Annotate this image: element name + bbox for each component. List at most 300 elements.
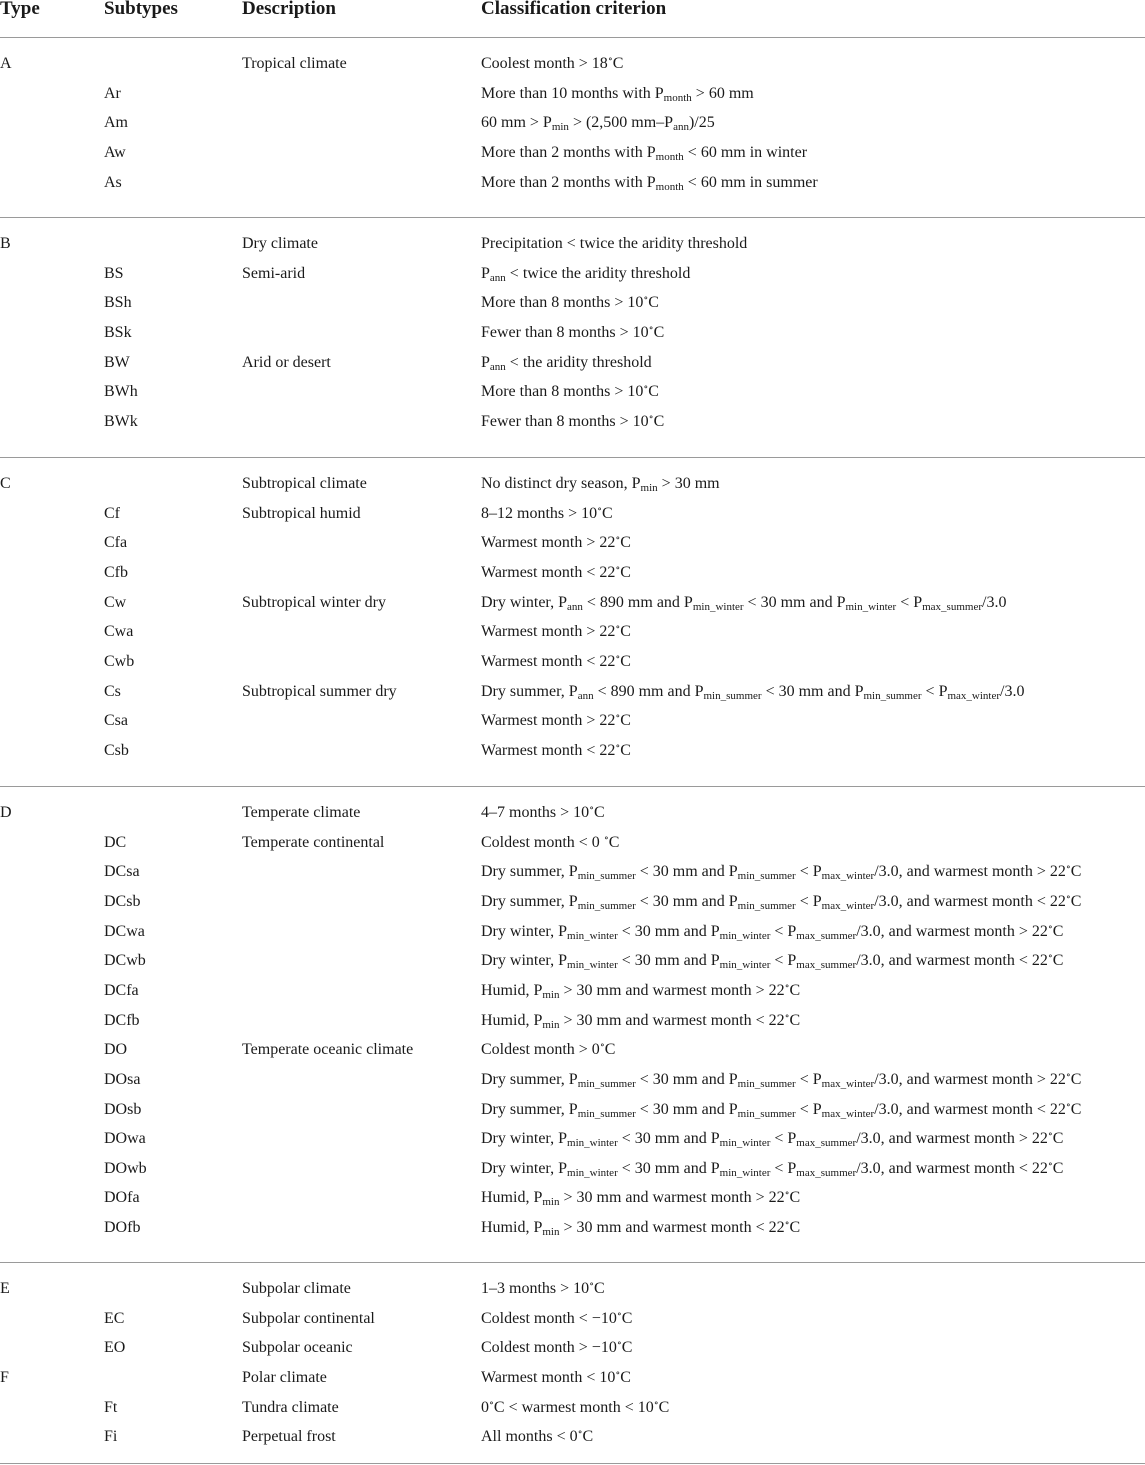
degree-symbol: ∘ bbox=[643, 293, 649, 305]
criterion-text: /3.0 bbox=[1000, 682, 1025, 700]
criterion-text: /3.0, and warmest month > 22 bbox=[856, 922, 1048, 940]
criterion-text: C bbox=[620, 712, 631, 730]
criterion-text: C < warmest month < 10 bbox=[493, 1398, 654, 1416]
criterion-text: Humid, P bbox=[481, 1219, 543, 1237]
subscript: max_winter bbox=[821, 1107, 875, 1120]
criterion-text: 4–7 months > 10 bbox=[481, 804, 590, 821]
cell-criterion bbox=[481, 84, 754, 104]
criterion-text: C bbox=[620, 741, 631, 759]
cell-criterion bbox=[481, 622, 631, 642]
cell-description: Subpolar oceanic bbox=[242, 1339, 353, 1357]
subscript: min_summer bbox=[577, 899, 636, 912]
criterion-text: < P bbox=[770, 1159, 797, 1177]
criterion-text: Dry summer, P bbox=[481, 892, 578, 910]
criterion-text: More than 8 months > 10 bbox=[481, 383, 644, 401]
table-row bbox=[0, 1188, 1145, 1218]
subscript: min_summer bbox=[737, 1107, 796, 1120]
criterion-text: < P bbox=[896, 593, 923, 611]
table-row bbox=[0, 412, 1145, 442]
table-row bbox=[0, 922, 1145, 952]
degree-symbol: ∘ bbox=[589, 803, 595, 814]
table-row bbox=[0, 474, 1145, 504]
subscript: max_summer bbox=[796, 1137, 857, 1150]
criterion-text: Warmest month > 22 bbox=[481, 623, 616, 641]
cell-description: Tropical climate bbox=[242, 55, 347, 72]
criterion-text: Fewer than 8 months > 10 bbox=[481, 323, 649, 341]
criterion-text: More than 2 months with P bbox=[481, 173, 656, 191]
bottom-rule bbox=[0, 1463, 1145, 1464]
cell-description: Subtropical climate bbox=[242, 475, 367, 492]
table-row bbox=[0, 113, 1145, 143]
degree-symbol: ∘ bbox=[1047, 1158, 1053, 1170]
group-rule bbox=[0, 1262, 1145, 1263]
cell-subtype: DCfa bbox=[104, 981, 139, 999]
table-row bbox=[0, 353, 1145, 383]
criterion-text: Warmest month < 22 bbox=[481, 741, 616, 759]
criterion-text: < 30 mm and P bbox=[617, 922, 720, 940]
table-row bbox=[0, 803, 1145, 833]
table-row bbox=[0, 1040, 1145, 1070]
criterion-text: /3.0, and warmest month < 22 bbox=[856, 1159, 1048, 1177]
degree-symbol: ∘ bbox=[615, 1367, 621, 1379]
cell-criterion bbox=[481, 173, 818, 193]
cell-type: A bbox=[0, 55, 12, 72]
criterion-text: < 30 mm and P bbox=[635, 892, 738, 910]
header-rule bbox=[0, 37, 1145, 38]
cell-criterion bbox=[481, 1040, 615, 1060]
table-header bbox=[0, 0, 1145, 36]
criterion-text: Dry winter, P bbox=[481, 1130, 568, 1148]
criterion-text: Coldest month > 0 bbox=[481, 1041, 600, 1059]
criterion-text: More than 2 months with P bbox=[481, 143, 656, 161]
subscript: ann bbox=[489, 271, 506, 284]
subscript: month bbox=[655, 150, 684, 163]
criterion-text: C bbox=[594, 804, 605, 821]
table-row bbox=[0, 1070, 1145, 1100]
cell-subtype: Csb bbox=[104, 741, 129, 759]
cell-criterion bbox=[481, 293, 659, 313]
subscript: min_winter bbox=[719, 929, 771, 942]
subscript: min_summer bbox=[737, 899, 796, 912]
subscript: max_summer bbox=[796, 929, 857, 942]
cell-criterion bbox=[481, 1279, 605, 1299]
cell-subtype: BSh bbox=[104, 294, 132, 312]
degree-symbol: ∘ bbox=[784, 1218, 790, 1230]
table-row bbox=[0, 862, 1145, 892]
cell-subtype: BS bbox=[104, 264, 124, 282]
criterion-text: 60 mm > P bbox=[481, 114, 552, 132]
criterion-text: More than 10 months with P bbox=[481, 84, 664, 102]
criterion-text: < 30 mm and P bbox=[743, 593, 846, 611]
criterion-text: C bbox=[620, 652, 631, 670]
criterion-text: Coldest month < −10 bbox=[481, 1309, 617, 1327]
criterion-text: < twice the aridity threshold bbox=[505, 264, 691, 282]
subscript: min bbox=[640, 482, 658, 494]
criterion-text: > 30 mm bbox=[657, 475, 720, 492]
cell-criterion bbox=[481, 1427, 593, 1447]
subscript: max_winter bbox=[821, 1077, 875, 1090]
cell-type: C bbox=[0, 475, 11, 492]
degree-symbol: ∘ bbox=[784, 1188, 790, 1200]
degree-symbol: ∘ bbox=[653, 1397, 659, 1409]
criterion-text: C bbox=[789, 1189, 801, 1207]
subscript: min_winter bbox=[567, 1137, 618, 1150]
criterion-text: 1–3 months > 10 bbox=[481, 1280, 590, 1297]
table-row bbox=[0, 1011, 1145, 1041]
criterion-text: C bbox=[621, 1309, 633, 1327]
table-row bbox=[0, 1218, 1145, 1248]
criterion-text: C bbox=[658, 1398, 670, 1416]
cell-description: Arid or desert bbox=[242, 353, 331, 371]
cell-subtype: As bbox=[104, 173, 122, 191]
cell-description: Subtropical summer dry bbox=[242, 682, 397, 700]
header-criterion: Classification criterion bbox=[481, 0, 667, 19]
subscript: ann bbox=[577, 689, 594, 702]
cell-criterion bbox=[481, 652, 631, 672]
cell-criterion bbox=[481, 951, 1063, 971]
cell-subtype: EO bbox=[104, 1339, 126, 1357]
cell-subtype: DOfb bbox=[104, 1219, 141, 1237]
criterion-text: /3.0, and warmest month > 22 bbox=[856, 1130, 1048, 1148]
criterion-text: Dry winter, P bbox=[481, 922, 568, 940]
subscript: min_winter bbox=[719, 959, 771, 972]
table-row bbox=[0, 593, 1145, 623]
table-row bbox=[0, 1100, 1145, 1130]
cell-criterion bbox=[481, 922, 1063, 942]
criterion-text: Humid, P bbox=[481, 1189, 543, 1207]
subscript: min_summer bbox=[703, 689, 762, 702]
criterion-text: > 60 mm bbox=[691, 84, 754, 102]
cell-subtype: DO bbox=[104, 1041, 128, 1059]
degree-symbol: ∘ bbox=[1065, 1099, 1071, 1111]
criterion-text: Dry winter, P bbox=[481, 1159, 568, 1177]
criterion-text: < the aridity threshold bbox=[505, 353, 652, 371]
cell-subtype: Aw bbox=[104, 143, 126, 161]
criterion-text: /3.0, and warmest month < 22 bbox=[874, 1100, 1066, 1118]
subscript: min_summer bbox=[577, 1077, 636, 1090]
table-row bbox=[0, 84, 1145, 114]
subscript: min_winter bbox=[567, 1166, 618, 1179]
criterion-text: C bbox=[621, 1339, 633, 1357]
table-row bbox=[0, 504, 1145, 534]
cell-description: Subtropical humid bbox=[242, 504, 361, 522]
cell-criterion bbox=[481, 353, 652, 373]
cell-subtype: Cf bbox=[104, 504, 120, 522]
degree-symbol: ∘ bbox=[615, 651, 621, 663]
cell-criterion bbox=[481, 533, 631, 553]
cell-type: D bbox=[0, 804, 12, 821]
cell-criterion bbox=[481, 143, 807, 163]
cell-subtype: Cwa bbox=[104, 623, 134, 641]
cell-subtype: BW bbox=[104, 353, 130, 371]
criterion-text: C bbox=[1052, 922, 1064, 940]
cell-subtype: DC bbox=[104, 833, 127, 851]
subscript: min_winter bbox=[845, 600, 897, 613]
cell-criterion bbox=[481, 593, 1006, 613]
criterion-text: < P bbox=[770, 1130, 797, 1148]
criterion-text: /3.0, and warmest month > 22 bbox=[874, 863, 1066, 881]
subscript: ann bbox=[489, 360, 506, 373]
criterion-text: C bbox=[620, 534, 631, 552]
criterion-text: < 30 mm and P bbox=[761, 682, 864, 700]
criterion-text: C bbox=[789, 1219, 801, 1237]
cell-description: Perpetual frost bbox=[242, 1428, 336, 1446]
cell-criterion bbox=[481, 803, 605, 823]
subscript: min_summer bbox=[737, 870, 796, 883]
criterion-text: < P bbox=[770, 922, 797, 940]
cell-subtype: Am bbox=[104, 114, 128, 132]
criterion-text: P bbox=[481, 264, 490, 282]
table-row bbox=[0, 1279, 1145, 1309]
subscript: month bbox=[663, 91, 692, 104]
cell-description: Dry climate bbox=[242, 235, 318, 252]
cell-subtype: DOwb bbox=[104, 1159, 147, 1177]
degree-symbol: ∘ bbox=[616, 1338, 622, 1350]
criterion-text: < P bbox=[921, 682, 948, 700]
cell-criterion bbox=[481, 682, 1024, 702]
criterion-text: Coldest month > −10 bbox=[481, 1339, 617, 1357]
criterion-text: < P bbox=[770, 952, 797, 970]
criterion-text: C bbox=[582, 1428, 594, 1446]
cell-description: Subtropical winter dry bbox=[242, 593, 386, 611]
cell-description: Tundra climate bbox=[242, 1398, 339, 1416]
subscript: max_summer bbox=[796, 959, 857, 972]
criterion-text: Fewer than 8 months > 10 bbox=[481, 412, 649, 430]
degree-symbol: ∘ bbox=[615, 533, 621, 545]
criterion-text: Warmest month < 22 bbox=[481, 563, 616, 581]
cell-criterion bbox=[481, 1368, 631, 1388]
criterion-text: C bbox=[620, 623, 631, 641]
cell-criterion bbox=[481, 323, 664, 343]
table-row bbox=[0, 892, 1145, 922]
subscript: min bbox=[542, 1018, 560, 1031]
subscript: ann bbox=[673, 121, 689, 134]
cell-criterion bbox=[481, 1159, 1063, 1179]
subscript: min bbox=[542, 988, 560, 1001]
cell-subtype: DOwa bbox=[104, 1130, 146, 1148]
cell-type: B bbox=[0, 235, 11, 252]
degree-symbol: ∘ bbox=[615, 622, 621, 634]
criterion-text: > 30 mm and warmest month > 22 bbox=[559, 1189, 785, 1207]
cell-subtype: Cw bbox=[104, 593, 127, 611]
cell-type: E bbox=[0, 1280, 10, 1297]
cell-description: Temperate oceanic climate bbox=[242, 1041, 414, 1059]
subscript: max_summer bbox=[796, 1166, 857, 1179]
table-row bbox=[0, 323, 1145, 353]
degree-symbol: ∘ bbox=[1047, 921, 1053, 933]
table-row bbox=[0, 293, 1145, 323]
degree-symbol: ∘ bbox=[648, 322, 654, 334]
subscript: max_winter bbox=[947, 689, 1001, 702]
cell-criterion bbox=[481, 1338, 632, 1358]
criterion-text: < 30 mm and P bbox=[635, 863, 738, 881]
cell-description: Temperate continental bbox=[242, 833, 385, 851]
criterion-text: < P bbox=[795, 863, 822, 881]
cell-subtype: Cs bbox=[104, 682, 121, 700]
criterion-text: < 890 mm and P bbox=[582, 593, 693, 611]
criterion-text: /3.0, and warmest month < 22 bbox=[856, 952, 1048, 970]
table-row bbox=[0, 652, 1145, 682]
cell-criterion bbox=[481, 1218, 800, 1238]
subscript: ann bbox=[567, 600, 583, 613]
criterion-text: Humid, P bbox=[481, 1011, 543, 1029]
degree-symbol: ∘ bbox=[597, 503, 603, 515]
cell-subtype: Cfa bbox=[104, 534, 128, 552]
subscript: max_summer bbox=[922, 600, 982, 613]
cell-subtype: Ft bbox=[104, 1398, 118, 1416]
cell-subtype: BWh bbox=[104, 383, 138, 401]
cell-criterion bbox=[481, 113, 715, 133]
criterion-text: < P bbox=[795, 1100, 822, 1118]
cell-subtype: DOsa bbox=[104, 1070, 141, 1088]
criterion-text: No distinct dry season, P bbox=[481, 475, 641, 492]
cell-criterion bbox=[481, 741, 631, 761]
criterion-text: Coldest month < 0 bbox=[481, 833, 604, 851]
cell-criterion bbox=[481, 1011, 800, 1031]
table-row bbox=[0, 54, 1145, 84]
table-row bbox=[0, 264, 1145, 294]
criterion-text: Dry summer, P bbox=[481, 1070, 578, 1088]
criterion-text: More than 8 months > 10 bbox=[481, 294, 644, 312]
table-row bbox=[0, 981, 1145, 1011]
cell-subtype: Cwb bbox=[104, 652, 135, 670]
cell-subtype: DCsb bbox=[104, 892, 141, 910]
subscript: min bbox=[551, 121, 569, 134]
cell-subtype: BWk bbox=[104, 412, 138, 430]
table-row bbox=[0, 533, 1145, 563]
criterion-text: C bbox=[653, 323, 665, 341]
group-rule bbox=[0, 786, 1145, 787]
subscript: max_winter bbox=[821, 870, 875, 883]
header-subtypes: Subtypes bbox=[104, 0, 178, 19]
degree-symbol: ∘ bbox=[1047, 1129, 1053, 1141]
subscript: min_summer bbox=[737, 1077, 796, 1090]
criterion-text: Warmest month < 10 bbox=[481, 1368, 616, 1386]
subscript: min_winter bbox=[567, 929, 618, 942]
degree-symbol: ∘ bbox=[1065, 891, 1071, 903]
criterion-text: < 890 mm and P bbox=[593, 682, 704, 700]
criterion-text: C bbox=[1070, 1100, 1082, 1118]
criterion-text: Humid, P bbox=[481, 981, 543, 999]
criterion-text: C bbox=[602, 504, 613, 522]
subscript: max_winter bbox=[821, 899, 875, 912]
table-row bbox=[0, 1159, 1145, 1189]
cell-criterion bbox=[481, 1188, 800, 1208]
criterion-text: C bbox=[608, 833, 620, 851]
cell-criterion bbox=[481, 1100, 1081, 1120]
degree-symbol: ∘ bbox=[648, 411, 654, 423]
cell-criterion bbox=[481, 563, 631, 583]
cell-subtype: Ar bbox=[104, 84, 121, 102]
degree-symbol: ∘ bbox=[1065, 1069, 1071, 1081]
cell-criterion bbox=[481, 412, 664, 432]
cell-criterion bbox=[481, 1309, 632, 1329]
subscript: min_summer bbox=[577, 870, 636, 883]
criterion-text: C bbox=[1052, 1159, 1064, 1177]
criterion-text: C bbox=[789, 981, 801, 999]
criterion-text: < P bbox=[795, 892, 822, 910]
cell-description: Subpolar climate bbox=[242, 1280, 351, 1297]
table-row bbox=[0, 711, 1145, 741]
criterion-text: Dry winter, P bbox=[481, 952, 568, 970]
degree-symbol: ∘ bbox=[784, 1010, 790, 1022]
table-row bbox=[0, 622, 1145, 652]
cell-subtype: DCfb bbox=[104, 1011, 140, 1029]
cell-subtype: DOfa bbox=[104, 1189, 140, 1207]
criterion-text: Dry summer, P bbox=[481, 682, 578, 700]
cell-description: Temperate climate bbox=[242, 804, 361, 821]
group-rule bbox=[0, 457, 1145, 458]
table-row bbox=[0, 741, 1145, 771]
table-row bbox=[0, 1427, 1145, 1457]
criterion-text: P bbox=[481, 353, 490, 371]
degree-symbol: ∘ bbox=[784, 980, 790, 992]
subscript: month bbox=[655, 180, 684, 193]
table-row bbox=[0, 1368, 1145, 1398]
table-row bbox=[0, 382, 1145, 412]
cell-description: Polar climate bbox=[242, 1368, 327, 1386]
cell-subtype: DCwa bbox=[104, 922, 145, 940]
table-row bbox=[0, 173, 1145, 203]
criterion-text: Warmest month > 22 bbox=[481, 712, 616, 730]
degree-symbol: ∘ bbox=[615, 711, 621, 723]
criterion-text: > 30 mm and warmest month < 22 bbox=[559, 1011, 785, 1029]
criterion-text: /3.0, and warmest month > 22 bbox=[874, 1070, 1066, 1088]
criterion-text: 8–12 months > 10 bbox=[481, 504, 598, 522]
criterion-text: /3.0, and warmest month < 22 bbox=[874, 892, 1066, 910]
table-row bbox=[0, 951, 1145, 981]
subscript: min_summer bbox=[863, 689, 922, 702]
criterion-text: > 30 mm and warmest month < 22 bbox=[559, 1219, 785, 1237]
cell-criterion bbox=[481, 833, 619, 853]
criterion-text: 0 bbox=[481, 1398, 489, 1416]
cell-type: F bbox=[0, 1368, 9, 1386]
degree-symbol: ∘ bbox=[615, 740, 621, 752]
cell-criterion bbox=[481, 234, 747, 254]
criterion-text: C bbox=[1052, 1130, 1064, 1148]
subscript: min_winter bbox=[692, 600, 744, 613]
degree-symbol: ∘ bbox=[489, 1397, 494, 1409]
cell-criterion bbox=[481, 1129, 1063, 1149]
criterion-text: < P bbox=[795, 1070, 822, 1088]
criterion-text: C bbox=[604, 1041, 616, 1059]
cell-subtype: Cfb bbox=[104, 563, 128, 581]
table-row bbox=[0, 833, 1145, 863]
degree-symbol: ∘ bbox=[603, 832, 609, 844]
criterion-text: < 30 mm and P bbox=[635, 1070, 738, 1088]
criterion-text: > 30 mm and warmest month > 22 bbox=[559, 981, 785, 999]
criterion-text: < 30 mm and P bbox=[617, 1130, 720, 1148]
subscript: min_summer bbox=[577, 1107, 636, 1120]
subscript: min bbox=[542, 1226, 560, 1239]
degree-symbol: ∘ bbox=[607, 54, 613, 65]
cell-subtype: Fi bbox=[104, 1428, 118, 1446]
cell-criterion bbox=[481, 981, 800, 1001]
criterion-text: C bbox=[594, 1280, 605, 1297]
cell-subtype: DCsa bbox=[104, 863, 140, 881]
subscript: min_winter bbox=[719, 1166, 771, 1179]
cell-criterion bbox=[481, 711, 631, 731]
criterion-text: Warmest month < 22 bbox=[481, 652, 616, 670]
criterion-text: C bbox=[1052, 952, 1064, 970]
cell-subtype: EC bbox=[104, 1309, 125, 1327]
criterion-text: Precipitation < twice the aridity threshold bbox=[481, 235, 748, 252]
criterion-text: C bbox=[1070, 1070, 1082, 1088]
cell-criterion bbox=[481, 862, 1081, 882]
criterion-text: C bbox=[648, 294, 659, 312]
criterion-text: C bbox=[612, 55, 624, 72]
degree-symbol: ∘ bbox=[643, 382, 649, 394]
